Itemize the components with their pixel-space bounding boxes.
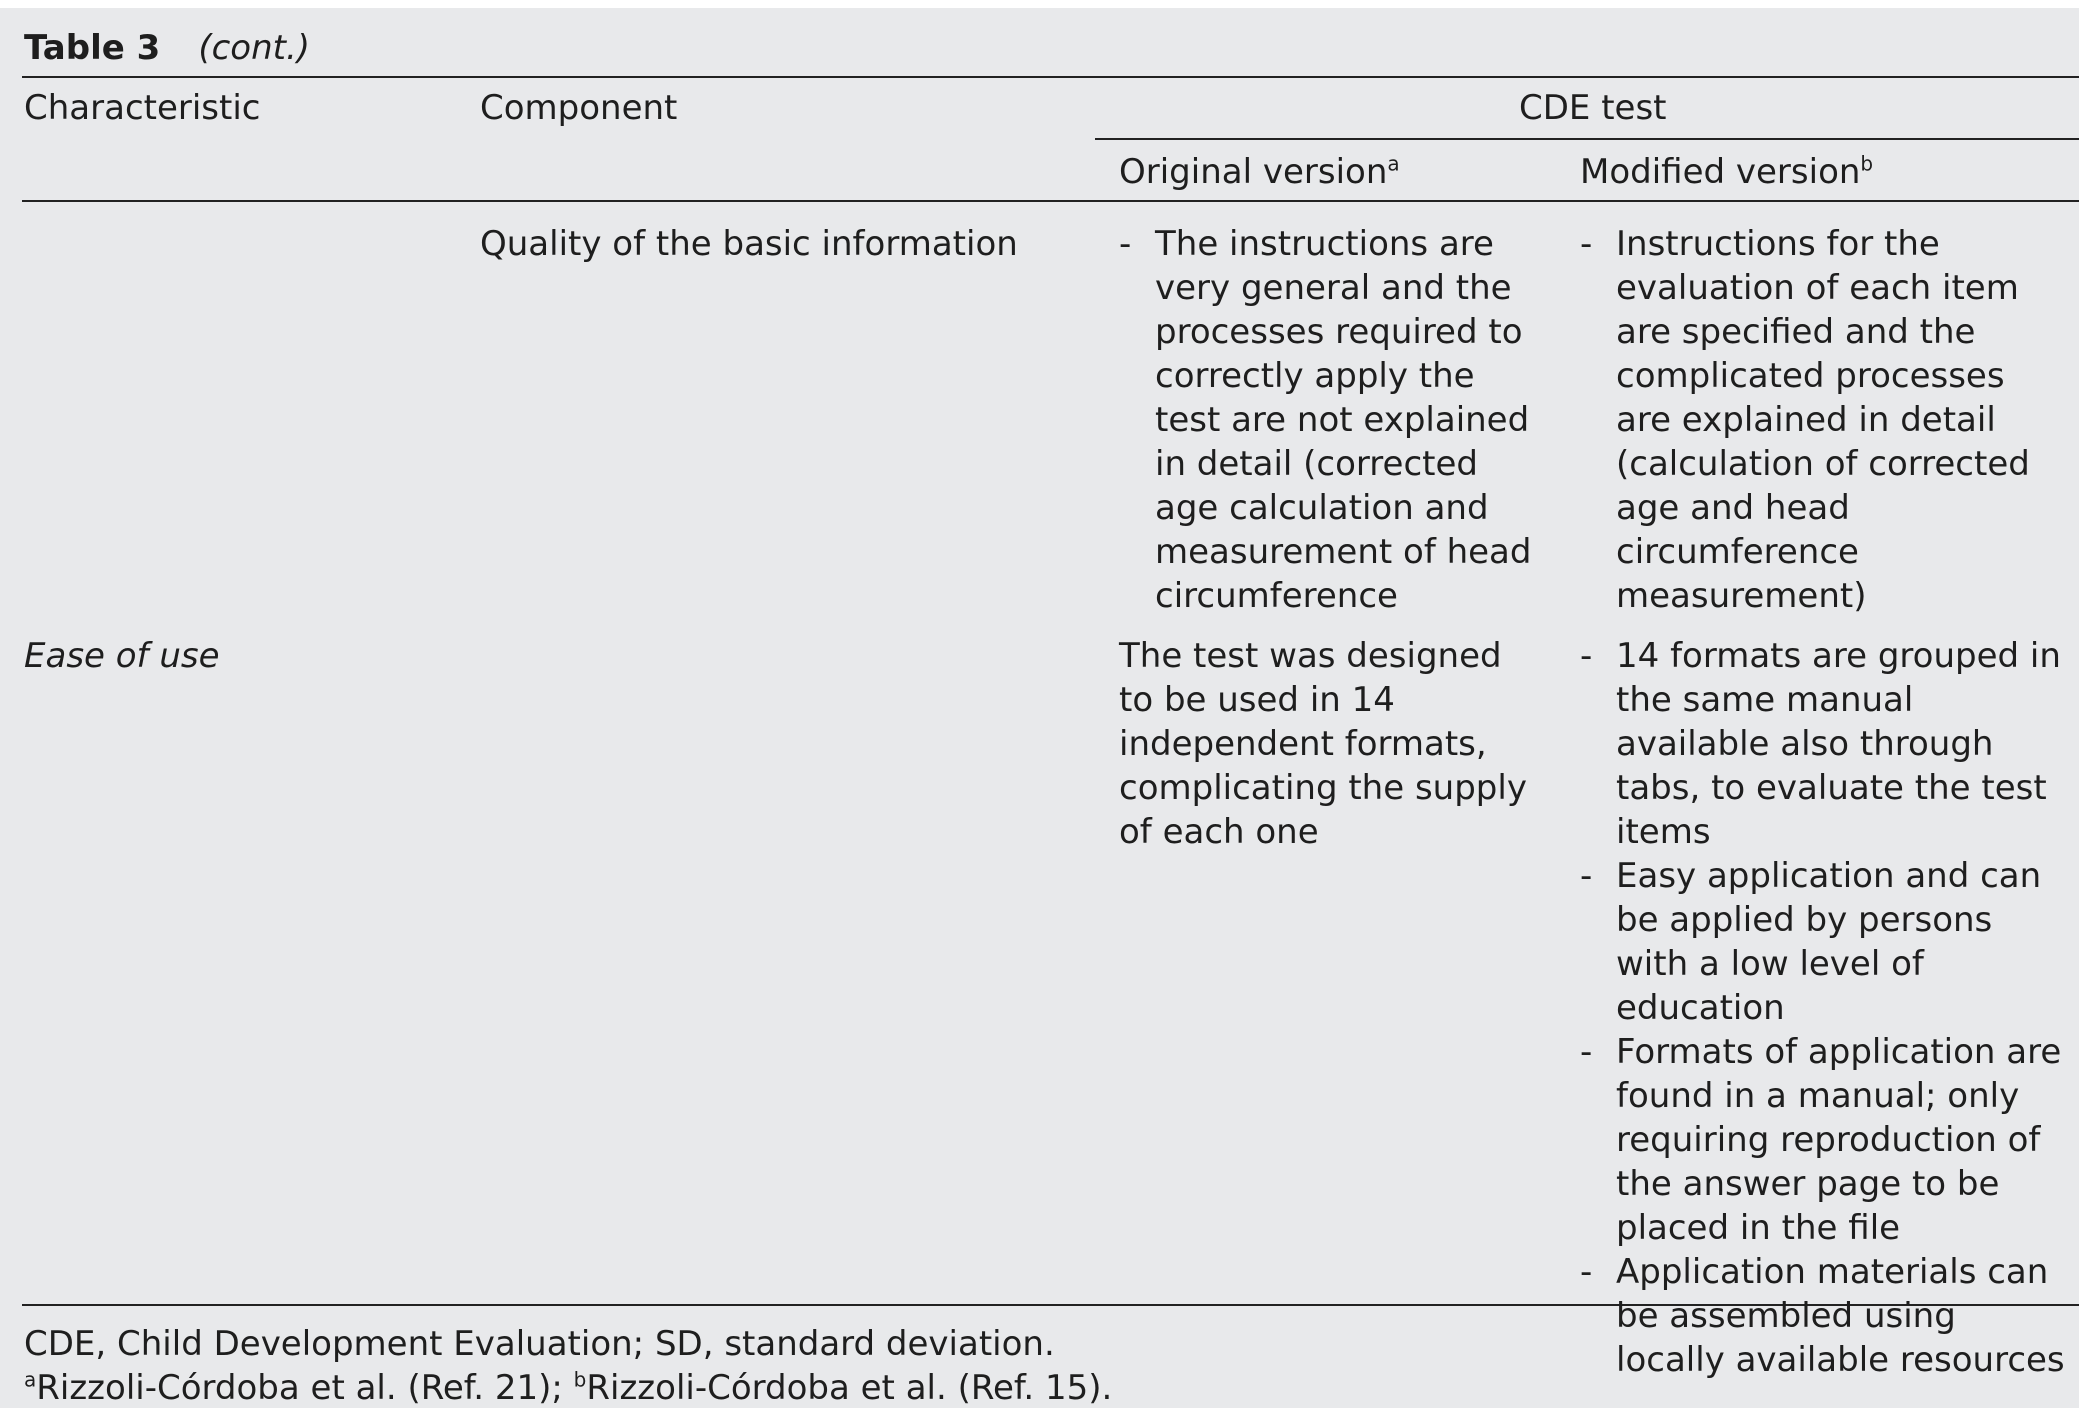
row1-component: Quality of the basic information bbox=[480, 224, 1018, 264]
cde-test-spanner-rule bbox=[1095, 138, 2079, 140]
bullet-text: Formats of application are found in a manual; only requiring reproduction of the answer page to be placed in the file bbox=[1616, 1032, 2062, 1248]
footnote-abbreviations: CDE, Child Development Evaluation; SD, standard deviation. bbox=[24, 1324, 1055, 1364]
table-label: Table 3 bbox=[24, 28, 161, 68]
header-original-version-sup: a bbox=[1387, 151, 1400, 176]
footnote-ref-b: Rizzoli-Córdoba et al. (Ref. 15). bbox=[586, 1368, 1113, 1408]
header-modified-version-label: Modified version bbox=[1580, 152, 1861, 192]
header-characteristic: Characteristic bbox=[24, 88, 261, 128]
table-continued-note: (cont.) bbox=[198, 28, 311, 68]
bullet-text: The instructions are very general and the processes required to correctly apply the test are not explained in detail (corrected age calculation and measurement of head circumference bbox=[1155, 224, 1532, 616]
bullet-dash: - bbox=[1580, 1032, 1593, 1072]
header-modified-version-sup: b bbox=[1860, 151, 1874, 176]
list-item bbox=[1580, 854, 2070, 1030]
bullet-dash: - bbox=[1580, 1252, 1593, 1292]
bullet-dash: - bbox=[1580, 636, 1593, 676]
bullet-text: 14 formats are grouped in the same manual available also through tabs, to evaluate the test items bbox=[1616, 636, 2061, 852]
footnote-ref-a-sup: a bbox=[24, 1367, 37, 1392]
top-rule bbox=[22, 76, 2079, 78]
list-item bbox=[1580, 634, 2070, 854]
bullet-dash: - bbox=[1580, 856, 1593, 896]
row2-original-version: The test was designed to be used in 14 independent formats, complicating the supply of each one bbox=[1119, 636, 1527, 852]
row2-modified-version bbox=[1580, 634, 2070, 1382]
table-caption bbox=[24, 26, 310, 70]
list-item bbox=[1580, 222, 2070, 618]
bullet-text: Instructions for the evaluation of each item are specified and the complicated processes are explained in detail (calculation of corrected age and head circumference measurement) bbox=[1616, 224, 2030, 616]
list-item bbox=[1580, 1250, 2070, 1382]
bullet-text: Application materials can be assembled using locally available resources bbox=[1616, 1252, 2065, 1380]
header-original-version-label: Original version bbox=[1119, 152, 1388, 192]
bullet-text: Easy application and can be applied by persons with a low level of education bbox=[1616, 856, 2042, 1028]
list-item bbox=[1119, 222, 1549, 618]
row1-modified-version bbox=[1580, 222, 2070, 618]
header-original-version bbox=[1119, 150, 1400, 194]
row2-characteristic: Ease of use bbox=[24, 636, 220, 676]
bullet-dash: - bbox=[1580, 224, 1593, 264]
footnote-references bbox=[24, 1366, 1112, 1410]
list-item bbox=[1580, 1030, 2070, 1250]
header-bottom-rule bbox=[22, 200, 2079, 202]
footnote-ref-a: Rizzoli-Córdoba et al. (Ref. 21); bbox=[36, 1368, 574, 1408]
row1-original-version bbox=[1119, 222, 1549, 618]
bullet-dash: - bbox=[1119, 224, 1132, 264]
header-component: Component bbox=[480, 88, 678, 128]
table-page bbox=[0, 8, 2079, 1408]
footnote-ref-b-sup: b bbox=[573, 1367, 587, 1392]
header-modified-version bbox=[1580, 150, 1873, 194]
header-cde-test: CDE test bbox=[1519, 88, 1667, 128]
